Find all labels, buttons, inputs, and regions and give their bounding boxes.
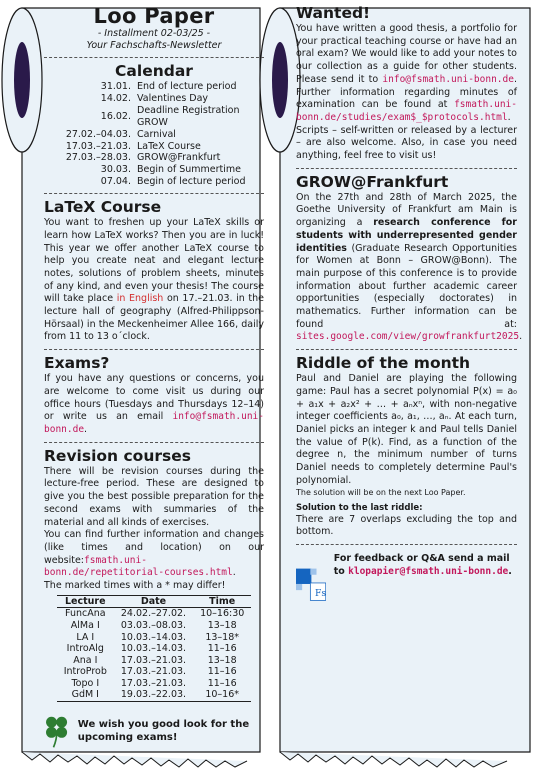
calendar-event: Begin of lecture period: [137, 176, 246, 188]
calendar-date: 31.01.: [100, 81, 131, 92]
table-row: [57, 620, 252, 632]
cell-lecture: Ana I: [73, 654, 98, 666]
left-column: [44, 4, 264, 756]
fachschaft-logo-icon: [296, 553, 326, 617]
divider: [44, 193, 264, 194]
table-row: [57, 689, 252, 701]
latex-heading: LaTeX Course: [44, 198, 162, 217]
latex-text-part2: on 17.–21.03. in the lecture hall of geography (Alfred-Philippson-Hörsaal) in the Meckenheimer Allee 166, daily from 11 to 13 o´clock.: [44, 293, 265, 343]
col-header-lecture: Lecture: [57, 595, 114, 608]
wanted-text-part1: You have written a good thesis, a portfolio for your practical teaching course or have had an oral exam? We would like to add your notes to our collection as a guide for other students. Please send it to: [296, 23, 517, 85]
riddle-note: The solution will be on the next Loo Paper.: [296, 487, 466, 497]
cell-time: 13–18*: [205, 631, 240, 643]
grow-text-part1: On the 27th and 28th of March 2025, the Goethe University of Frankfurt am Main is organizing a: [296, 191, 517, 229]
feedback-text-end: .: [508, 565, 512, 577]
feedback-box: [296, 553, 517, 617]
solution-text: There are 7 overlaps excluding the top and bottom.: [296, 513, 517, 538]
cell-time: 11–16: [207, 677, 237, 689]
revision-website-label: You can find further information and changes (like times and location) on our website:: [44, 529, 264, 566]
table-row: [57, 608, 252, 620]
calendar-event: GROW@Frankfurt: [137, 152, 221, 164]
cell-date: 19.03.–22.03.: [114, 689, 193, 701]
exams-text-body: If you have any questions or concerns, you are welcome to come visit us during our office hours (Tuesdays and Thursdays 12–14) or write us an email: [44, 373, 264, 423]
revision-table: [57, 595, 252, 702]
feedback-text: [334, 553, 517, 578]
revision-text1: There will be revision courses during the lecture-free period. These are designed to give you the best possible preparation for the second exams with summaries of the material and all kinds of exercises.: [44, 465, 264, 528]
cell-date: 17.03.–21.03.: [120, 654, 187, 666]
latex-text-part1: You want to freshen up your LaTeX skills or learn how LaTeX works? Then you are in luck! This year we offer another LaTeX course to help you create neat and elegant lecture notes, solutions of problem sheets, minutes of any kind, and even your thesis! The course will take place: [44, 217, 264, 305]
cell-date: 10.03.–14.03.: [120, 631, 187, 643]
grow-text-end: .: [519, 331, 523, 343]
revision-text2: You can find further information and changes (like times and location) on our website:fsmath.uni-bonn.de/repetitorial-courses.html.: [44, 529, 264, 579]
wanted-heading: Wanted!: [296, 4, 371, 22]
calendar-row: [50, 176, 264, 188]
grow-text-part2: (Graduate Research Opportunities for Women at Bonn – GROW@Bonn). The main purpose of this conference is to provide information about further academic career opportunities (especially doctorates) in mathematics. Further information can be found at:: [296, 242, 517, 330]
cell-lecture: IntroAlg: [66, 643, 104, 655]
cell-time: 10–16:30: [200, 608, 245, 620]
cell-date: 17.03.–21.03.: [120, 666, 187, 678]
calendar-row: [50, 93, 264, 105]
solution-label: Solution to the last riddle: [296, 502, 420, 513]
cell-lecture: IntroProb: [63, 666, 107, 678]
divider: [44, 349, 264, 350]
roll-hole-right: [272, 42, 288, 118]
feedback-email-link[interactable]: klopapier@fsmath.uni-bonn.de: [348, 565, 509, 577]
cell-lecture: FuncAna: [65, 608, 106, 620]
grow-url-link[interactable]: sites.google.com/view/growfrankfurt2025: [296, 331, 520, 343]
right-column: [296, 4, 523, 617]
cell-date: 17.03.–21.03.: [120, 677, 187, 689]
exams-text-end: .: [84, 424, 88, 435]
exams-heading: Exams?: [44, 354, 110, 373]
calendar-row: [50, 81, 264, 93]
calendar-heading: Calendar: [115, 62, 193, 80]
calendar-row: [50, 105, 264, 129]
wanted-url-link[interactable]: fsmath.uni-bonn.de/studies/exam$_$protocols.html: [296, 99, 517, 123]
good-luck-text: We wish you good look for the upcoming exams!: [77, 719, 250, 744]
calendar-date: 16.02.: [100, 110, 131, 122]
cell-lecture: AlMa I: [70, 619, 100, 631]
col-header-time: Time: [193, 595, 251, 608]
cell-time: 13–18: [207, 619, 237, 631]
grow-heading: GROW@Frankfurt: [296, 172, 449, 191]
cell-time: 10–16*: [193, 689, 251, 701]
calendar-row: [50, 152, 264, 164]
revision-heading: Revision courses: [44, 446, 191, 465]
divider: [296, 544, 517, 545]
wanted-text-part3: . Scripts – self-written or released by a lecturer – are also welcome. Also, in case you need anything, feel free to visit us!: [296, 111, 517, 162]
cell-time: 13–18: [207, 654, 237, 666]
calendar-row: [50, 141, 264, 153]
riddle-heading: Riddle of the month: [296, 354, 471, 373]
cell-lecture: Topo I: [71, 677, 100, 689]
wanted-email-link[interactable]: info@fsmath.uni-bonn.de: [382, 73, 514, 85]
grow-text: [296, 191, 523, 344]
col-header-date: Date: [114, 595, 193, 608]
calendar-event: LaTeX Course: [137, 140, 201, 152]
cell-lecture: GdM I: [57, 689, 114, 701]
table-row: [57, 655, 252, 667]
cell-date: 24.02.–27.02.: [120, 608, 187, 620]
calendar-date: 14.02.: [100, 92, 131, 104]
divider: [44, 57, 264, 58]
roll-hole-left: [14, 42, 30, 118]
wanted-text-part2: . Further information regarding minutes of examination can be found at: [296, 73, 517, 111]
calendar-date: 30.03.: [100, 164, 131, 176]
cell-lecture: LA I: [76, 631, 95, 643]
good-luck-box: [44, 706, 264, 756]
table-row: [57, 643, 252, 655]
page-title: Loo Paper: [93, 4, 215, 28]
cell-date: 10.03.–14.03.: [120, 643, 187, 655]
calendar-date: 17.03.–21.03.: [65, 140, 131, 152]
divider: [44, 442, 264, 443]
revision-text3: The marked times with a * may differ!: [44, 580, 226, 592]
divider: [296, 349, 517, 350]
calendar-date: 27.02.–04.03.: [65, 128, 131, 140]
clover-icon: [44, 706, 70, 756]
feedback-text-body: For feedback or Q&A send a mail to: [333, 552, 510, 577]
calendar-event: End of lecture period: [137, 81, 237, 92]
latex-text: [44, 217, 264, 344]
solution-colon: :: [419, 502, 423, 513]
grow-bold-text: research conference for students with underrepresented gender identities: [296, 217, 517, 254]
latex-language-highlight: in English: [116, 293, 164, 305]
calendar-table: [50, 81, 264, 188]
calendar-date: 27.03.–28.03.: [65, 152, 131, 164]
exams-email-link[interactable]: info@fsmath.uni-bonn.de: [44, 411, 264, 435]
installment-label: - Installment 02-03/25 -: [97, 28, 211, 39]
calendar-event: Begin of Summertime: [137, 164, 242, 176]
calendar-event: Carnival: [137, 128, 176, 140]
calendar-event: Valentines Day: [137, 92, 209, 104]
riddle-text: Paul and Daniel are playing the following game: Paul has a secret polynomial P(x) = a₀ + a₁x + a₂x² + … + aₙxⁿ, with non-negative integer coefficients a₀, a₁, …, aₙ. At each turn, Daniel picks an integer k and Paul tells Daniel the value of P(k). Find, as a function of the degree n, the minimum number of turns Daniel needs to completely determine Paul's polynomial.: [296, 373, 517, 486]
cell-date: 03.03.–08.03.: [120, 619, 187, 631]
calendar-event: Deadline Registration GROW: [137, 104, 240, 128]
divider: [296, 168, 517, 169]
cell-time: 11–16: [207, 666, 237, 678]
logo-text: Fs: [314, 587, 326, 599]
newsletter-subtitle: Your Fachschafts-Newsletter: [86, 40, 222, 51]
calendar-row: [50, 164, 264, 176]
table-row: [57, 666, 252, 678]
solution-label-line: [296, 503, 517, 514]
calendar-row: [50, 129, 264, 141]
table-row: [57, 632, 252, 644]
calendar-date: 07.04.: [100, 176, 131, 188]
table-row: [57, 678, 252, 690]
cell-time: 11–16: [207, 643, 237, 655]
exams-text: [44, 373, 264, 437]
wanted-text: [296, 23, 517, 163]
revision-url-link[interactable]: fsmath.uni-bonn.de/repetitorial-courses.html: [44, 554, 233, 579]
